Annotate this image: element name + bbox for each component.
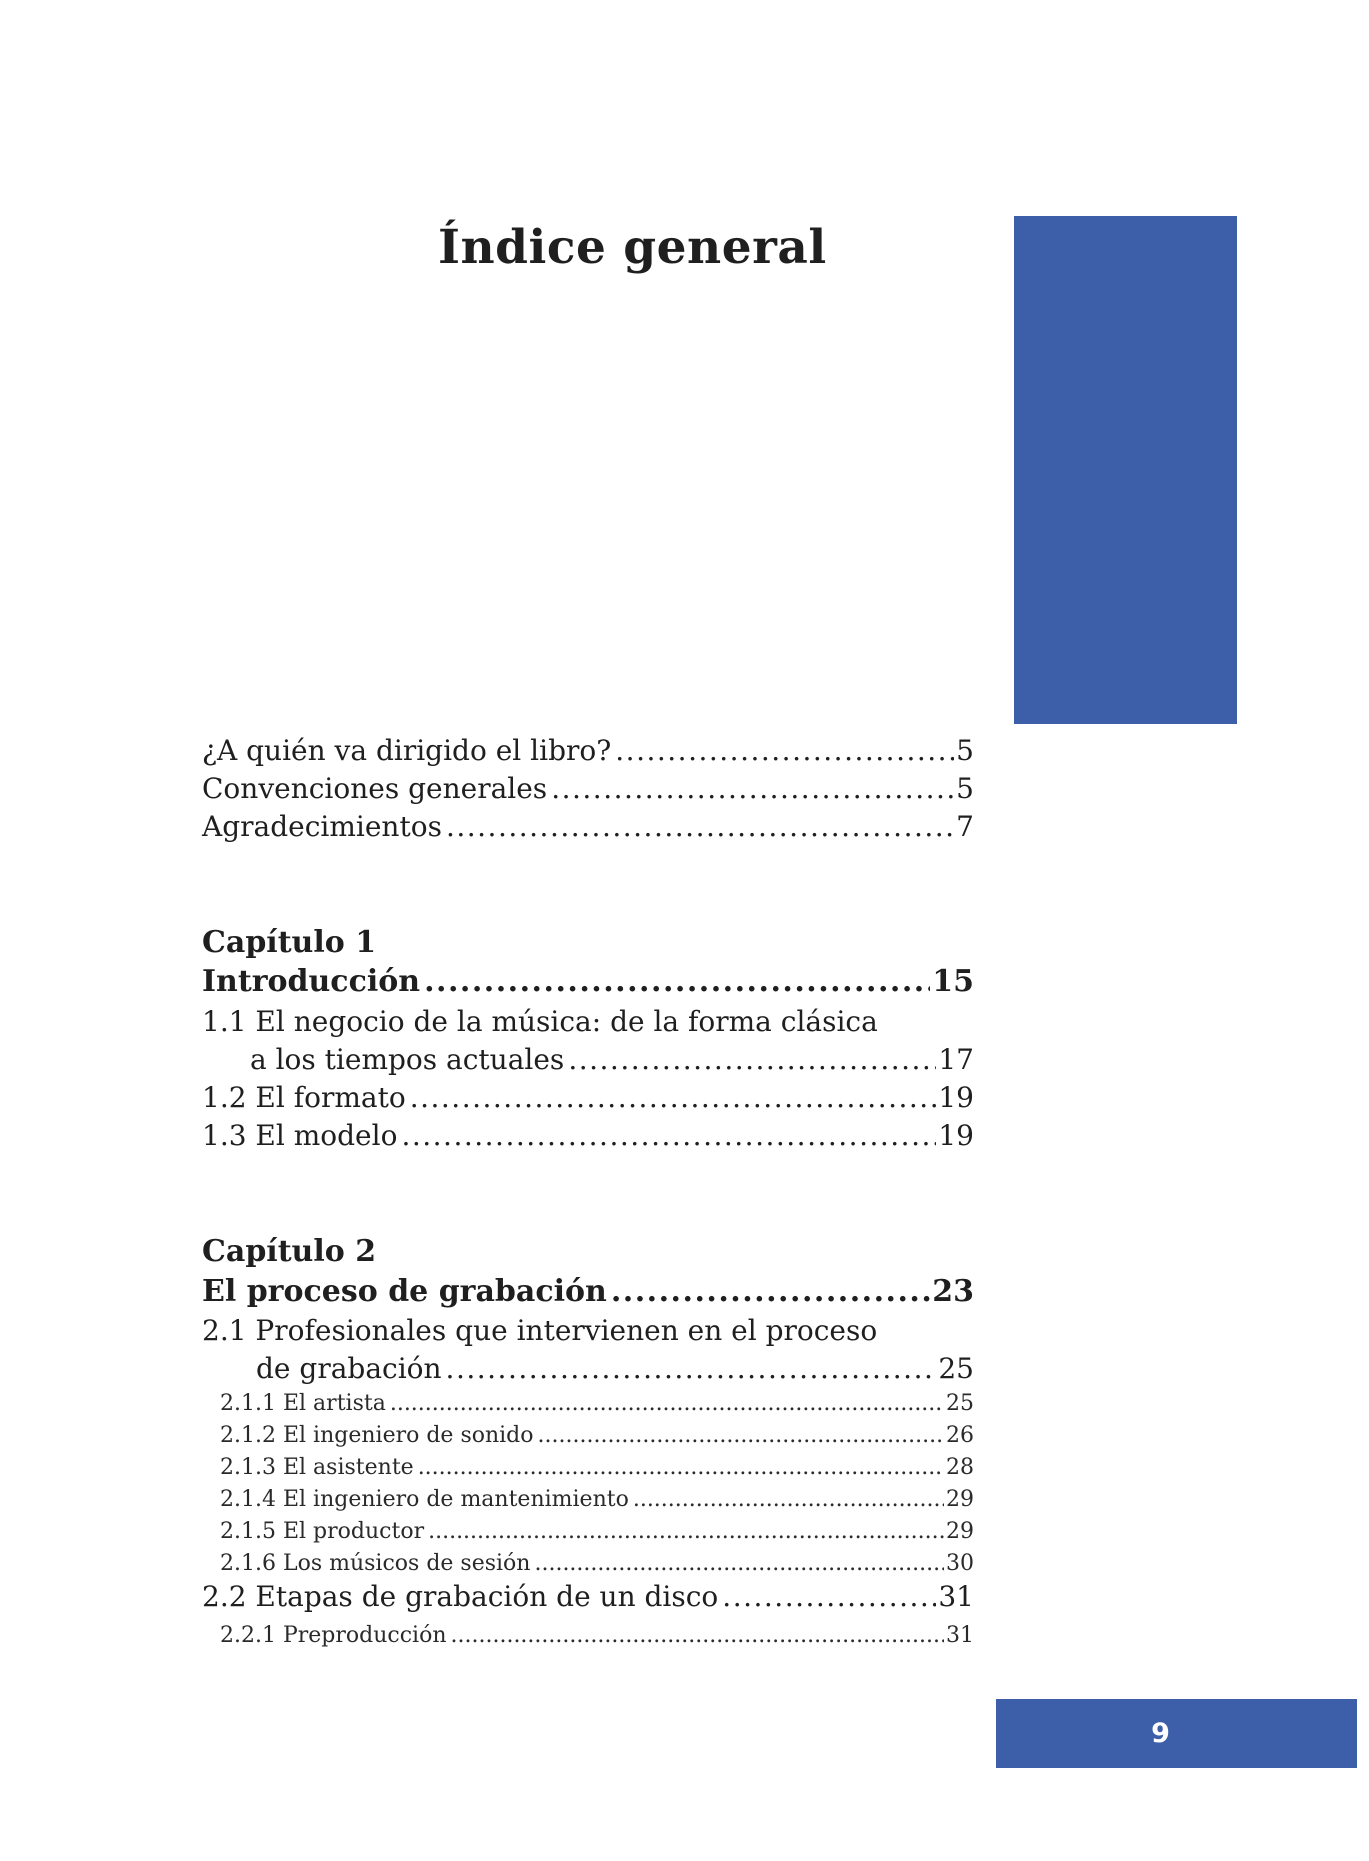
toc-leader-dots xyxy=(534,1551,944,1576)
toc-entry[interactable] xyxy=(202,1580,974,1618)
chapter-heading: Capítulo 1 xyxy=(202,925,377,960)
toc-entry[interactable] xyxy=(202,810,974,848)
toc-subentry[interactable] xyxy=(220,1519,974,1549)
toc-entry-label: 2.1.2 El ingeniero de sonido xyxy=(220,1423,534,1448)
page-number: 9 xyxy=(1151,1718,1170,1749)
toc-entry-label: Convenciones generales xyxy=(202,772,548,805)
toc-leader-dots xyxy=(538,1423,944,1448)
toc-entry-label: 1.3 El modelo xyxy=(202,1119,398,1152)
toc-entry[interactable] xyxy=(202,1081,974,1119)
toc-entry-page: 29 xyxy=(946,1487,974,1512)
page-number-badge xyxy=(996,1699,1357,1768)
toc-entry-label: 2.1.1 El artista xyxy=(220,1391,386,1416)
toc-entry-label: 1.2 El formato xyxy=(202,1081,406,1114)
toc-leader-dots xyxy=(551,772,954,805)
toc-leader-dots xyxy=(568,1043,936,1076)
toc-entry-page: 5 xyxy=(956,772,974,805)
toc-entry[interactable] xyxy=(256,1352,974,1390)
toc-entry-page: 23 xyxy=(932,1274,974,1309)
toc-entry[interactable] xyxy=(202,772,974,810)
page-title: Índice general xyxy=(438,220,827,275)
toc-entry[interactable] xyxy=(202,1119,974,1157)
toc-leader-dots xyxy=(446,810,954,843)
toc-entry[interactable] xyxy=(250,1043,974,1081)
toc-entry-label: Introducción xyxy=(202,964,421,999)
toc-entry-page: 5 xyxy=(956,734,974,767)
toc-leader-dots xyxy=(410,1081,937,1114)
toc-entry-label: a los tiempos actuales xyxy=(250,1043,565,1076)
toc-entry-label: 2.1.6 Los músicos de sesión xyxy=(220,1551,531,1576)
toc-leader-dots xyxy=(722,1580,936,1613)
toc-entry-page: 25 xyxy=(946,1391,974,1416)
toc-entry-label: 2.1.3 El asistente xyxy=(220,1455,414,1480)
toc-entry-page: 19 xyxy=(938,1081,974,1114)
toc-entry-page: 7 xyxy=(956,810,974,843)
toc-leader-dots xyxy=(390,1391,944,1416)
toc-entry[interactable] xyxy=(202,734,974,772)
toc-subentry[interactable] xyxy=(220,1423,974,1453)
toc-entry-page: 31 xyxy=(946,1623,974,1648)
toc-subentry[interactable] xyxy=(220,1391,974,1421)
toc-entry-label: 2.1.4 El ingeniero de mantenimiento xyxy=(220,1487,629,1512)
toc-entry-label: Agradecimientos xyxy=(202,810,442,843)
toc-leader-dots xyxy=(446,1352,937,1385)
toc-entry-label[interactable]: 2.1 Profesionales que intervienen en el proceso xyxy=(202,1314,878,1347)
toc-leader-dots xyxy=(424,964,930,999)
toc-entry-label: ¿A quién va dirigido el libro? xyxy=(202,734,612,767)
toc-leader-dots xyxy=(428,1519,944,1544)
toc-entry-label: El proceso de grabación xyxy=(202,1274,607,1309)
toc-entry-page: 29 xyxy=(946,1519,974,1544)
side-color-band xyxy=(1014,216,1237,724)
toc-entry-label: 2.2 Etapas de grabación de un disco xyxy=(202,1580,719,1613)
toc-entry-page: 19 xyxy=(938,1119,974,1152)
toc-leader-dots xyxy=(401,1119,936,1152)
toc-entry-page: 17 xyxy=(938,1043,974,1076)
toc-entry-label: 2.2.1 Preproducción xyxy=(220,1623,447,1648)
toc-leader-dots xyxy=(615,734,954,767)
toc-subentry[interactable] xyxy=(220,1551,974,1581)
toc-leader-dots xyxy=(611,1274,930,1309)
chapter-heading: Capítulo 2 xyxy=(202,1234,377,1269)
toc-subentry[interactable] xyxy=(220,1455,974,1485)
toc-subentry[interactable] xyxy=(220,1623,974,1653)
toc-entry-page: 15 xyxy=(932,964,974,999)
toc-leader-dots xyxy=(418,1455,944,1480)
toc-entry-page: 31 xyxy=(938,1580,974,1613)
toc-chapter-entry[interactable] xyxy=(202,1274,974,1314)
toc-entry-page: 25 xyxy=(938,1352,974,1385)
toc-entry-page: 28 xyxy=(946,1455,974,1480)
toc-chapter-entry[interactable] xyxy=(202,964,974,1004)
toc-entry-page: 26 xyxy=(946,1423,974,1448)
toc-entry-label: de grabación xyxy=(256,1352,442,1385)
toc-entry-page: 30 xyxy=(946,1551,974,1576)
toc-entry-label[interactable]: 1.1 El negocio de la música: de la forma clásica xyxy=(202,1005,878,1038)
toc-leader-dots xyxy=(633,1487,944,1512)
toc-subentry[interactable] xyxy=(220,1487,974,1517)
toc-entry-label: 2.1.5 El productor xyxy=(220,1519,425,1544)
toc-leader-dots xyxy=(451,1623,945,1648)
